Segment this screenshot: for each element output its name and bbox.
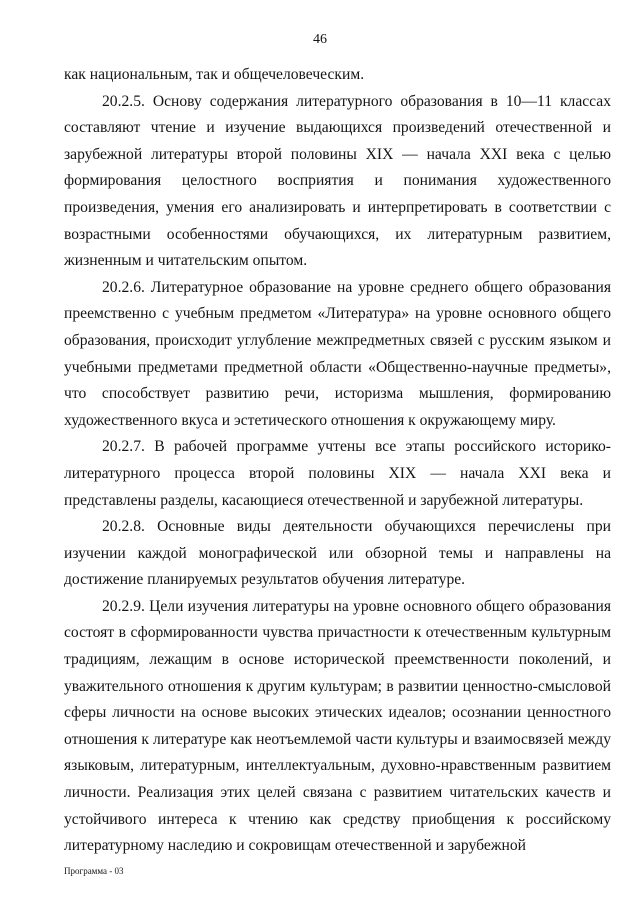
footer-label: Программа - 03	[64, 866, 124, 876]
page-number: 46	[313, 32, 327, 47]
document-body	[64, 62, 611, 860]
paragraph-20-2-8: 20.2.8. Основные виды деятельности обучающихся перечислены при изучении каждой монографической или обзорной темы и направлены на достижение планируемых результатов обучения литературе.	[64, 518, 611, 589]
paragraph-20-2-5: 20.2.5. Основу содержания литературного образования в 10—11 классах составляют чтение и изучение выдающихся произведений отечественной и зарубежной литературы второй половины XIX — начала XXI века с целью формирования целостного восприятия и понимания художественного произведения, умения его анализировать и интерпретировать в соответствии с возрастными особенностями обучающихся, их литературным развитием, жизненным и читательским опытом.	[64, 92, 611, 270]
paragraph-continuation: как национальным, так и общечеловеческим.	[64, 66, 365, 83]
paragraph-20-2-7: 20.2.7. В рабочей программе учтены все этапы российского историко-литературного процесса второй половины XIX — начала XXI века и представлены разделы, касающиеся отечественной и зарубежной литературы.	[64, 438, 611, 509]
paragraph-20-2-6: 20.2.6. Литературное образование на уровне среднего общего образования преемственно с учебным предметом «Литература» на уровне основного общего образования, происходит углубление межпредметных связей с русским языком и учебными предметами предметной области «Общественно-научные предметы», что способствует развитию речи, историзма мышления, формированию художественного вкуса и эстетического отношения к окружающему миру.	[64, 278, 611, 429]
paragraph-20-2-9: 20.2.9. Цели изучения литературы на уровне основного общего образования состоят в сформированности чувства причастности к отечественным культурным традициям, лежащим в основе исторической преемственности поколений, и уважительного отношения к другим культурам; в развитии ценностно-смысловой сферы личности на основе высоких этических идеалов; осознании ценностного отношения к литературе как неотъемлемой части культуры и взаимосвязей между языковым, литературным, интеллектуальным, духовно-нравственным развитием личности. Реализация этих целей связана с развитием читательских качеств и устойчивого интереса к чтению как средству приобщения к российскому литературному наследию и сокровищам отечественной и зарубежной	[64, 597, 611, 855]
